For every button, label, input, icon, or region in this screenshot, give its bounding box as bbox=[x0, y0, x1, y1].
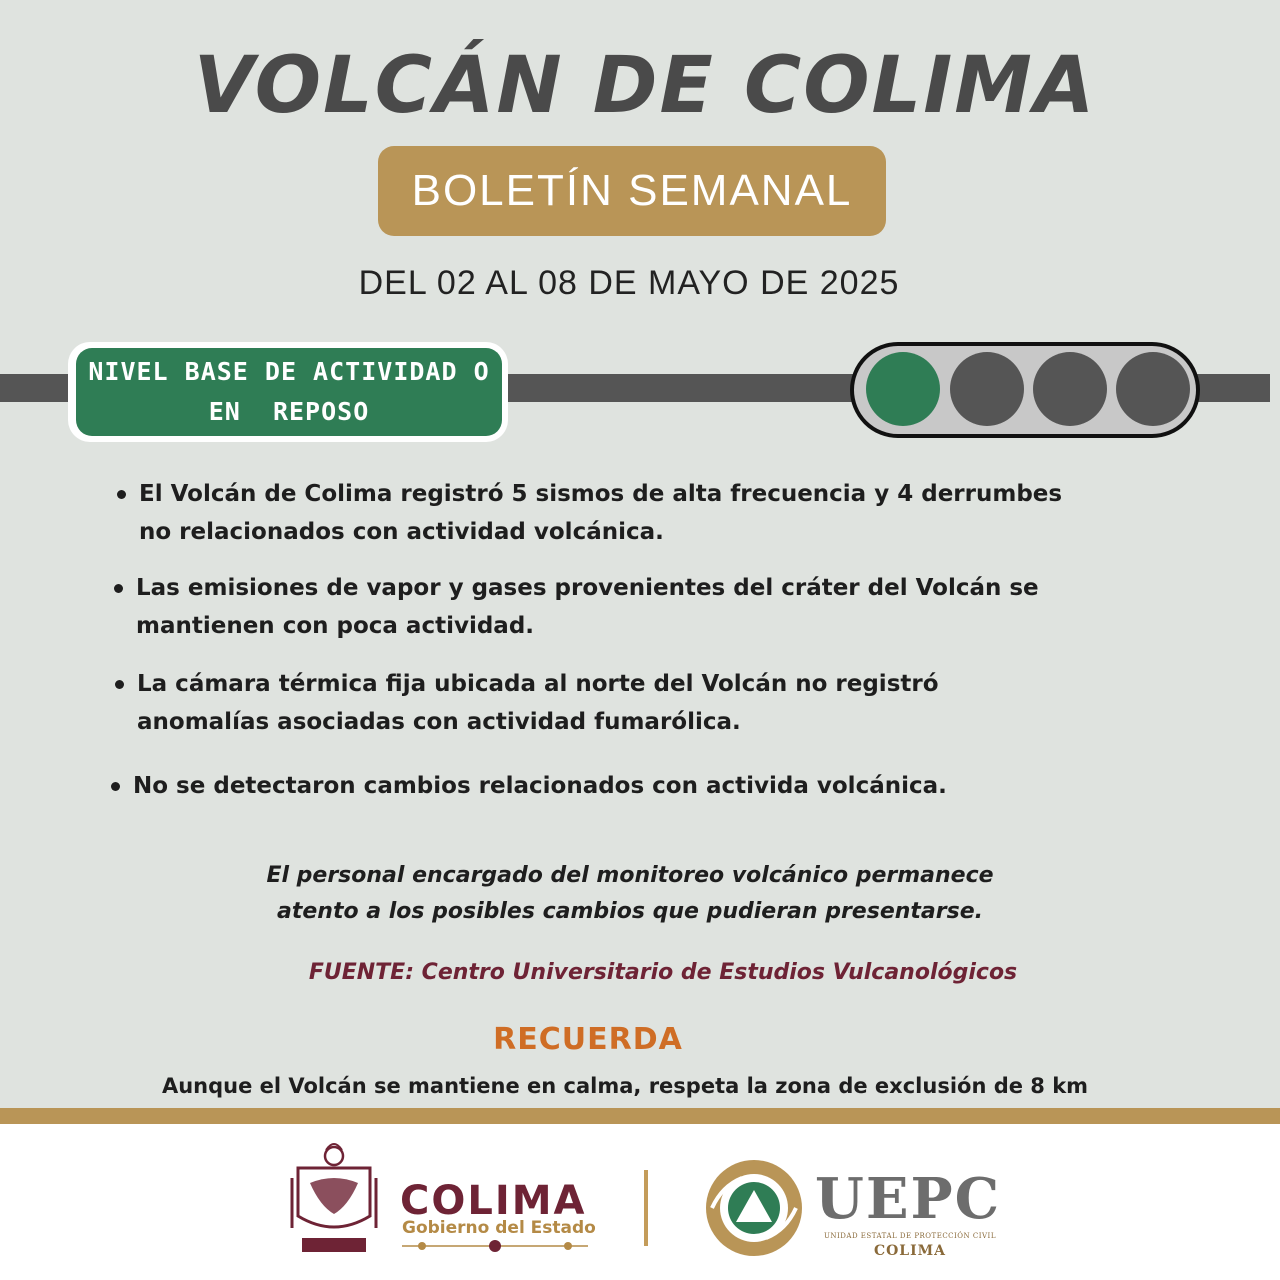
uepc-logo-subtitle: UNIDAD ESTATAL DE PROTECCIÓN CIVIL bbox=[824, 1232, 996, 1240]
list-item-text: Las emisiones de vapor y gases provenientes del cráter del Volcán se bbox=[136, 575, 1039, 601]
bullet-dot bbox=[111, 782, 120, 791]
colima-logo-subtitle: Gobierno del Estado bbox=[402, 1218, 596, 1238]
bullet-dot bbox=[114, 584, 123, 593]
list-item bbox=[136, 569, 1039, 645]
list-item bbox=[137, 665, 939, 741]
logo-divider bbox=[644, 1170, 648, 1246]
page-title: VOLCÁN DE COLIMA bbox=[193, 41, 1097, 131]
colima-logo-text: COLIMA bbox=[400, 1178, 587, 1224]
traffic-light-green-lamp bbox=[866, 352, 940, 426]
bullet-dot bbox=[117, 490, 126, 499]
date-range: DEL 02 AL 08 DE MAYO DE 2025 bbox=[358, 264, 900, 302]
state-seal-icon bbox=[288, 1138, 380, 1258]
remember-heading: RECUERDA bbox=[493, 1022, 683, 1057]
bulletin-badge bbox=[378, 146, 886, 236]
traffic-light-lamp-2 bbox=[950, 352, 1024, 426]
activity-level-line2: EN REPOSO bbox=[208, 397, 370, 426]
list-item-text: El Volcán de Colima registró 5 sismos de alta frecuencia y 4 derrumbes bbox=[139, 481, 1063, 507]
traffic-light-lamp-4 bbox=[1116, 352, 1190, 426]
list-item-text: No se detectaron cambios relacionados con activida volcánica. bbox=[133, 773, 947, 799]
activity-level-sign bbox=[76, 348, 502, 436]
monitoring-note-line2: atento a los posibles cambios que pudieran presentarse. bbox=[277, 899, 983, 924]
list-item-text: anomalías asociadas con actividad fumarólica. bbox=[137, 709, 741, 735]
source-credit: FUENTE: Centro Universitario de Estudios Vulcanológicos bbox=[308, 960, 1018, 985]
bulletin-badge-label: BOLETÍN SEMANAL bbox=[411, 166, 853, 215]
monitoring-note-line1: El personal encargado del monitoreo volcánico permanece bbox=[266, 863, 994, 888]
list-item-text: mantienen con poca actividad. bbox=[136, 613, 535, 639]
bullet-dot bbox=[115, 680, 124, 689]
traffic-light-lamp-3 bbox=[1033, 352, 1107, 426]
uepc-emblem-icon bbox=[702, 1156, 806, 1260]
uepc-logo-location: COLIMA bbox=[873, 1243, 947, 1259]
exclusion-zone-warning: Aunque el Volcán se mantiene en calma, respeta la zona de exclusión de 8 km bbox=[161, 1074, 1089, 1098]
activity-level-line1: NIVEL BASE DE ACTIVIDAD O bbox=[88, 357, 490, 386]
list-item bbox=[133, 767, 947, 805]
list-item-text: no relacionados con actividad volcánica. bbox=[139, 519, 664, 545]
footer-divider-line bbox=[0, 1108, 1280, 1124]
list-item-text: La cámara térmica fija ubicada al norte del Volcán no registró bbox=[137, 671, 939, 697]
ornament-icon bbox=[402, 1238, 588, 1254]
footer bbox=[0, 1124, 1280, 1280]
uepc-logo-text: UEPC bbox=[815, 1166, 1002, 1232]
list-item bbox=[139, 475, 1062, 551]
